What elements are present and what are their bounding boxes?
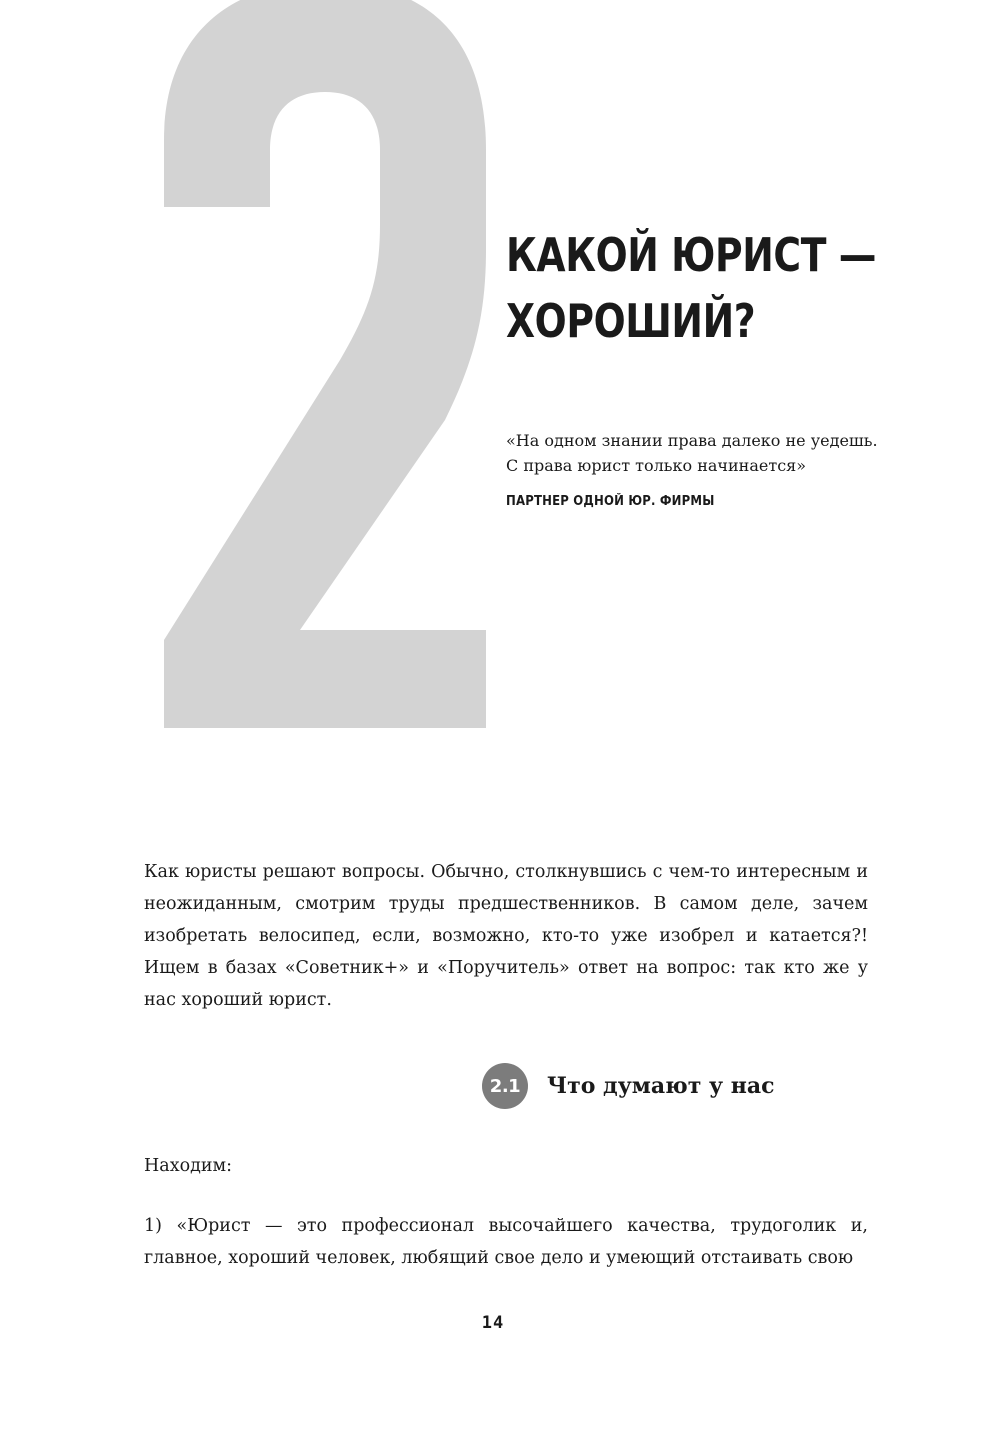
- epigraph-line: С права юрист только начинается»: [506, 456, 807, 475]
- epigraph-author: ПАРТНЕР ОДНОЙ ЮР. ФИРМЫ: [506, 494, 715, 509]
- chapter-title: [506, 222, 877, 354]
- body-paragraph: 1) «Юрист — это профессионал высочайшего качества, трудоголик и, главное, хороший человек, любящий свое дело и умеющий отстаивать свою: [144, 1216, 868, 1268]
- chapter-number-graphic: [160, 0, 490, 730]
- body-paragraph: Находим:: [144, 1156, 233, 1176]
- epigraph-line: «На одном знании права далеко не уедешь.: [506, 431, 878, 450]
- page-number: 14: [481, 1313, 505, 1333]
- chapter-title-line-2: ХОРОШИЙ?: [506, 294, 756, 348]
- chapter-title-line-1: КАКОЙ ЮРИСТ —: [506, 228, 877, 282]
- epigraph-quote: [506, 428, 946, 478]
- section-number-badge: 2.1: [482, 1063, 528, 1109]
- chapter-numeral-shape: [164, 0, 486, 728]
- section-title: Что думают у нас: [547, 1073, 775, 1099]
- body-paragraph: Как юристы решают вопросы. Обычно, столкнувшись с чем-то интересным и неожиданным, смотрим труды предшественников. В самом деле, зачем изобретать велосипед, если, возможно, кто-то уже изобрел и катается?! Ищем в базах «Советник+» и «Поручитель» ответ на вопрос: так кто же у нас хороший юрист.: [144, 862, 868, 1010]
- section-heading: [482, 1063, 775, 1109]
